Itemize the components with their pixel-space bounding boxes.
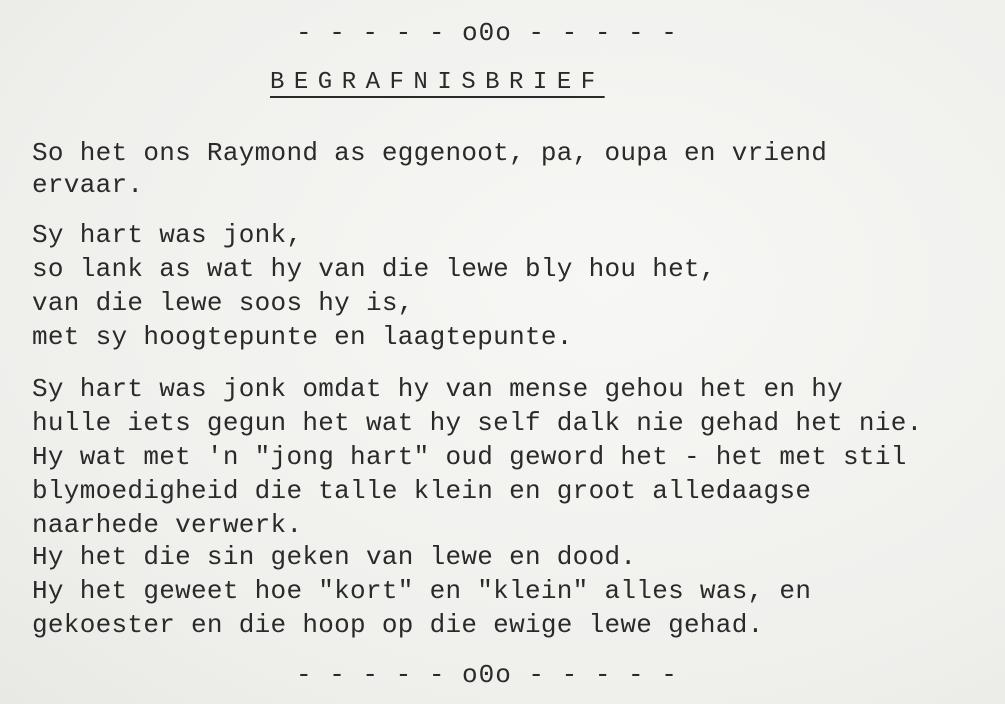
text-line: so lank as wat hy van die lewe bly hou het, (32, 254, 716, 284)
text-line: gekoester en die hoop op die ewige lewe gehad. (32, 610, 764, 640)
text-line: met sy hoogtepunte en laagtepunte. (32, 322, 573, 352)
text-line: Sy hart was jonk omdat hy van mense gehou het en hy (32, 374, 844, 404)
divider-bottom: - - - - - o0o - - - - - (296, 660, 678, 690)
text-line: Sy hart was jonk, (32, 220, 303, 250)
text-line: Hy het geweet hoe "kort" en "klein" alles was, en (32, 576, 812, 606)
text-line: So het ons Raymond as eggenoot, pa, oupa en vriend (32, 138, 828, 168)
text-line: naarhede verwerk. (32, 510, 303, 540)
text-line: van die lewe soos hy is, (32, 288, 414, 318)
text-line: ervaar. (32, 170, 144, 200)
divider-top: - - - - - o0o - - - - - (296, 18, 678, 48)
text-line: Hy wat met 'n "jong hart" oud geword het - het met stil (32, 442, 907, 472)
text-line: hulle iets gegun het wat hy self dalk nie gehad het nie. (32, 408, 923, 438)
text-line: blymoedigheid die talle klein en groot alledaagse (32, 476, 812, 506)
document-title: BEGRAFNISBRIEF (270, 69, 605, 96)
text-line: Hy het die sin geken van lewe en dood. (32, 542, 637, 572)
